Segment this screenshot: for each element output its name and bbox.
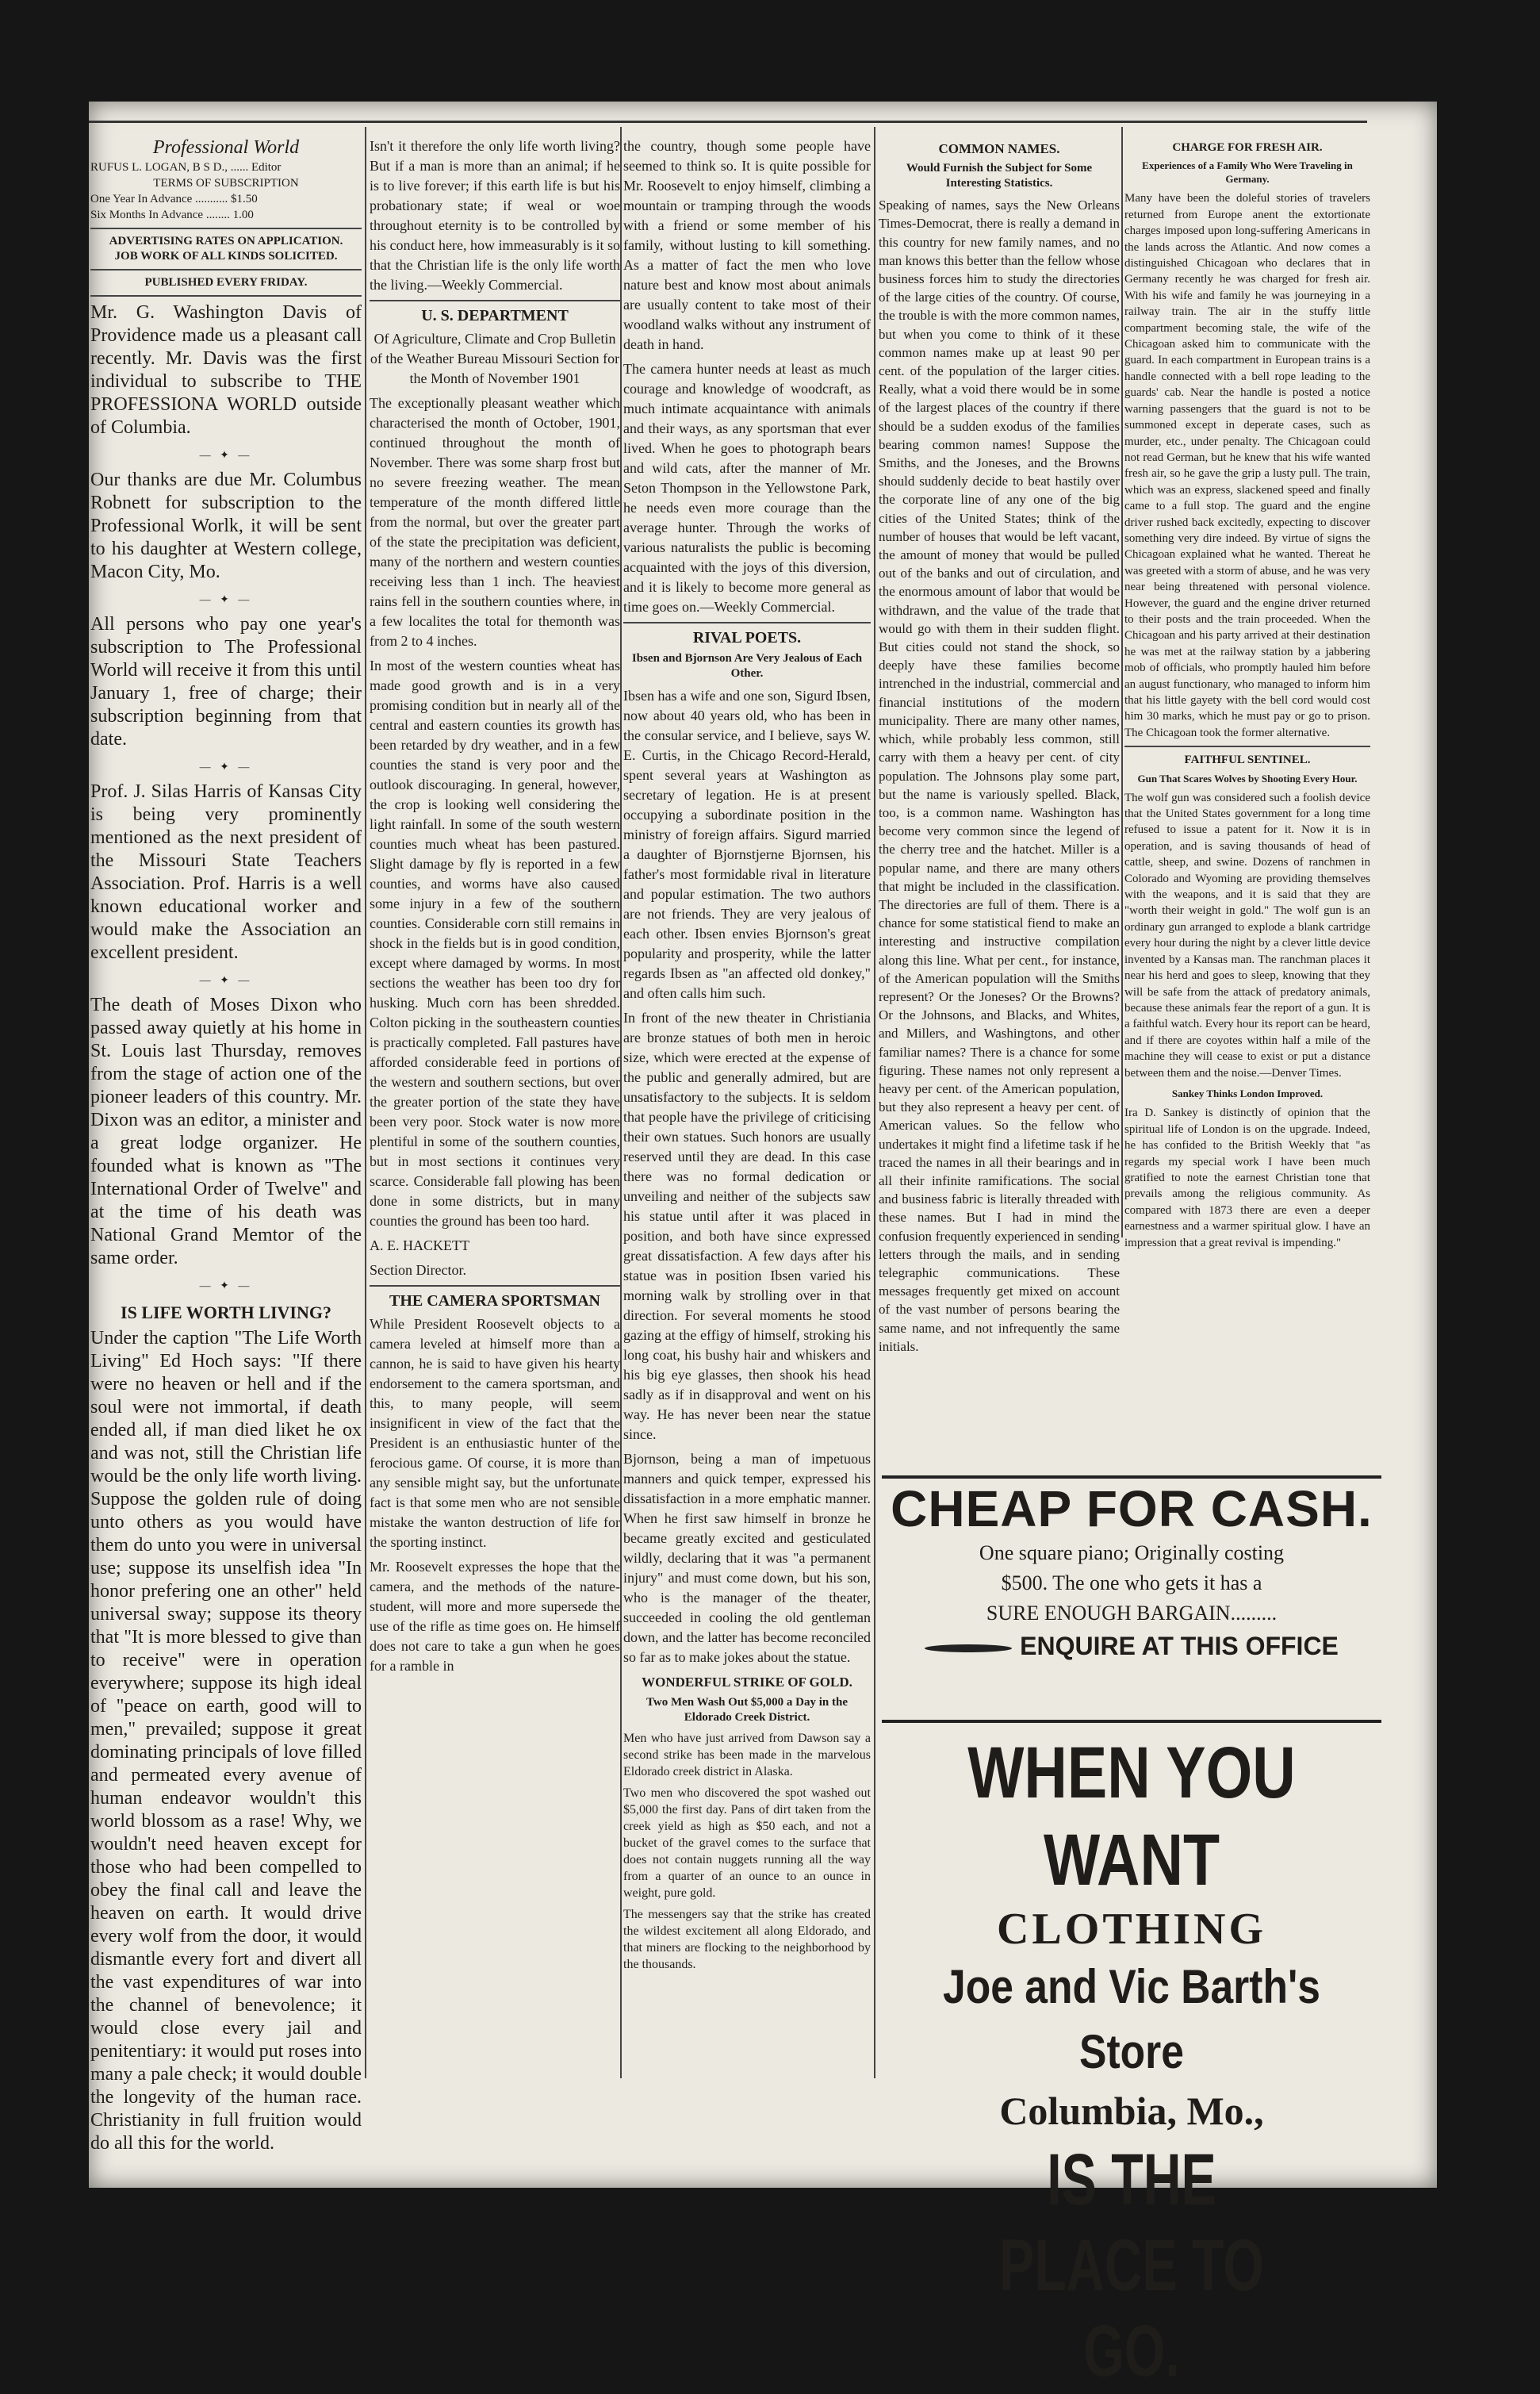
article-body-rival-poets-1: Ibsen has a wife and one son, Sigurd Ibsen, now about 40 years old, who has been in the consular service, and I believe, says W. E. Curtis, in the Chicago Record-Herald, spent several years at Washington as secretary of legation. He is at present occupying a subordinate position in the ministry of foreign affairs. Sigurd married a daughter of Bjornstjerne Bjornsen, his father's most formidable rival in literature and popular estimation. The two authors are not friends. They are very jealous of each other. Ibsen envies Bjornson's great popularity and prosperity, while the latter regards Ibsen as "an affected old donkey," and often calls him such. — [623, 688, 871, 1001]
divider — [90, 295, 362, 297]
column-4 — [879, 136, 1120, 1354]
published-notice: PUBLISHED EVERY FRIDAY. — [144, 276, 308, 289]
article-heading-us-department: U. S. DEPARTMENT — [421, 307, 569, 324]
signature-name: A. E. HACKETT — [370, 1237, 469, 1253]
separator-ornament: — ✦ — — [199, 450, 253, 462]
separator-ornament: — ✦ — — [199, 762, 253, 773]
article-heading-faithful-sentinel: FAITHFUL SENTINEL. — [1184, 754, 1311, 767]
signature-title: Section Director. — [370, 1262, 466, 1278]
article-heading-common-names: COMMON NAMES. — [938, 141, 1060, 156]
article-deck-us-department: Of Agriculture, Climate and Crop Bulletin of the Weather Bureau Missouri Section for the Month of November 1901 — [370, 331, 620, 386]
subscription-rate-six-months: Six Months In Advance ........ 1.00 — [90, 209, 254, 221]
article-body-gold-2: Two men who discovered the spot washed out $5,000 the first day. Pans of dirt taken from the creek yield as high as $50 each, and not a bucket of the gravel comes to the surface that does not contain nuggets running all the way from a quarter of an ounce to an ounce in weight, pure gold. — [623, 1786, 871, 1900]
divider — [90, 269, 362, 270]
article-body-sankey: Ira D. Sankey is distinctly of opinion that the spiritual life of London is on the upgrade. Indeed, he has confided to the British Weekly that "as regards my special work I have been much gratified to note the earnest Christian tone that prevails among the religious community. As compared with 1873 there are even a deeper earnestness and a warmer spiritual glow. I have an impression that a great revival is impending." — [1124, 1107, 1370, 1249]
article-body-camera-3: the country, though some people have seemed to think so. It is quite possible for Mr. Roosevelt to enjoy himself, climbing a mountain or tramping through the woods with a friend or some member of his family, without lusting to kill something. As a matter of fact the men who love nature best and know most about animals are usually content to take most of their woodland walks without any instrument of death in hand. — [623, 138, 871, 352]
ad-enquire-text: ENQUIRE AT THIS OFFICE — [1020, 1632, 1339, 1660]
advertisement-clothing — [882, 1729, 1381, 2392]
ad-headline: WHEN YOU WANT — [967, 1732, 1296, 1901]
ad-line: $500. The one who gets it has a — [1001, 1571, 1262, 1594]
separator-ornament: — ✦ — — [199, 594, 253, 606]
local-item-subscription: All persons who pay one year's subscription to The Professional World will receive it from this until January 1, free of charge; their subscription beginning from that date. — [90, 614, 362, 750]
ad-line: One square piano; Originally costing — [979, 1541, 1285, 1564]
local-item-harris: Prof. J. Silas Harris of Kansas City is being very prominently mentioned as the next president of the Missouri State Teachers Association. Prof. Harris is a well known educational worker and would make the Association an excellent president. — [90, 781, 362, 963]
column-5 — [1124, 136, 1370, 1249]
divider — [623, 622, 871, 623]
ad-line: CLOTHING — [996, 1905, 1267, 1954]
local-item-davis: Mr. G. Washington Davis of Providence made us a pleasant call recently. Mr. Davis was the first individual to subscribe to THE PROFESSIONA WORLD outside of Columbia. — [90, 302, 362, 438]
article-deck-rival-poets: Ibsen and Bjornson Are Very Jealous of Each Other. — [631, 652, 863, 680]
article-deck-common-names: Would Furnish the Subject for Some Interesting Statistics. — [906, 162, 1093, 190]
separator-ornament: — ✦ — — [199, 975, 253, 987]
ad-line: SURE ENOUGH BARGAIN......... — [986, 1602, 1278, 1625]
ad-border-middle — [882, 1720, 1381, 1723]
job-work-notice: JOB WORK OF ALL KINDS SOLICITED. — [114, 250, 338, 263]
column-divider — [874, 127, 875, 2078]
article-body-gold-1: Men who have just arrived from Dawson say a second strike has been made in the marvelous Eldorado creek district in Alaska. — [623, 1732, 871, 1778]
article-body-life-worth-living: Under the caption "The Life Worth Living" Ed Hoch says: "If there were no heaven or hell and if the soul were not immortal, if death ended all, if man died liket he ox and was not, still the Christian life would be the only life worth living. Suppose the golden rule of doing unto others as you would have them do unto you were in universal use; suppose its unselfish idea "In honor prefering one an other" held universal sway; suppose its theory that "It is more blessed to give than to receive" were in operation everywhere; suppose its high ideal of "peace on earth, good will to men," prevailed; suppose it great dominating principals of love filled and permeated every avenue of human endeavor wouldn't this world blossom as a rase! Why, we wouldn't need heaven except for those who had been compelled to obey the final call and leave the heaven on earth. It would drive every wolf from the door, it would dismantle every fort and divert all the vast expenditures of war into the channel of benevolence; it would close every jail and penitentiary: it would put roses into many a pale check; it would double the longevity of the human race. Christianity in full fruition would do all this for the world. — [90, 1328, 362, 2154]
article-body-faithful-sentinel: The wolf gun was considered such a foolish device that the United States government for a long time refused to issue a patent for it. Now it is in operation, and is saving thousands of head of cattle, sheep, and swine. Dozens of ranchmen in Colorado and Wyoming are providing themselves with the weapons, and it is said that they are "worth their weight in gold." The wolf gun is an ordinary gun arranged to explode a blank cartridge every hour during the night by a clever little device invented by a Kansas man. The ranchman places it near his herd and goes to sleep, knowing that they will be safe from the attack of predatory animals, because these animals fear the report of a gun. It is a faithful watch. Every hour its report can be heard, and if there are coyotes within half a mile of the machine they will cease to exist or put a distance between them and the noise.—Denver Times. — [1124, 791, 1370, 1080]
article-body-weather-1: The exceptionally pleasant weather which characterised the month of October, 1901, continued throughout the month of November. There was some sharp frost but no severe freezing weather. The mean temperature of the month differed little from the normal, but over the greater part of the state the precipitation was deficient, many of the northern and western counties receiving less than 1 inch. The heaviest rains fell in the southern counties where, in a few localites the total for themonth was from 2 to 4 inches. — [370, 395, 620, 649]
subscription-rate-year: One Year In Advance ........... $1.50 — [90, 193, 258, 205]
top-rule — [89, 121, 1367, 123]
masthead-title: Professional World — [152, 137, 300, 158]
ad-tagline: IS THE PLACE TO GO. — [999, 2139, 1264, 2392]
divider — [1124, 746, 1370, 747]
article-body-weather-2: In most of the western counties wheat has made good growth and is in a very promising condition but in nearly all of the central and eastern counties its growth has been retarded by dry weather, and in a few counties the stand is very poor and the outlook discouraging. In general, however, the crop is looking well considering the light rainfall. In some of the south western counties much wheat has been pastured. Slight damage by fly is reported in a few counties, and worms have also caused some injury in a few of the southern counties. Considerable corn still remains in shock in the fields but is in good condition, except where damaged by worms. In most sections the weather has been too dry for husking. Much corn has been shredded. Colton picking in the southeastern counties is practically completed. Fall pastures have afforded considerable feed in portions of the western and southern sections, but over the greater portion of the state they have been very poor. Stock water is now more plentiful in some of the southern counties, but in most sections it continues very scarce. Considerable fall plowing has been done in some districts, but in many counties the ground has been too hard. — [370, 658, 620, 1229]
divider — [370, 1285, 620, 1287]
advertising-rates-notice: ADVERTISING RATES ON APPLICATION. — [109, 235, 343, 247]
ad-store-name: Joe and Vic Barth's Store — [943, 1960, 1320, 2078]
subscription-terms-title: TERMS OF SUBSCRIPTION — [153, 177, 299, 190]
column-2 — [370, 136, 620, 2072]
article-body-gold-3: The messengers say that the strike has created the wildest excitement all along Eldorado, and that miners are flocking to the neighborhood by the thousands. — [623, 1908, 871, 1971]
article-heading-strike-of-gold: WONDERFUL STRIKE OF GOLD. — [642, 1675, 852, 1690]
article-heading-camera-sportsman: THE CAMERA SPORTSMAN — [389, 1292, 600, 1310]
ad-border-top — [882, 1475, 1381, 1479]
swash-ornament — [925, 1644, 1012, 1652]
column-divider — [365, 127, 366, 2078]
local-item-dixon: The death of Moses Dixon who passed away quietly at his home in St. Louis last Thursday, removes from the stage of action one of the pioneer leaders of this country. Mr. Dixon was an editor, a minister and a great lodge organizer. He founded what is known as "The International Order of Twelve" and at the time of his death was National Grand Memtor of the same order. — [90, 995, 362, 1268]
article-body-rival-poets-3: Bjornson, being a man of impetuous manners and quick temper, expressed his dissatisfaction in a more emphatic manner. When he first saw himself in bronze he became greatly excited and gesticulated wildly, declaring that it was "a permanent injury" and must come down, but his son, who is the manager of the theater, succeeded in cooling the old gentleman down, and the latter has become reconciled so far as to make jokes about the statue. — [623, 1451, 871, 1665]
masthead-editor: RUFUS L. LOGAN, B S D., ...... Editor — [90, 161, 282, 174]
column-1 — [90, 136, 362, 2154]
article-deck-faithful-sentinel: Gun That Scares Wolves by Shooting Every Hour. — [1137, 772, 1358, 785]
article-deck-fresh-air: Experiences of a Family Who Were Traveling in Germany. — [1142, 159, 1353, 186]
article-body-common-names: Speaking of names, says the New Orleans Times-Democrat, there is really a demand in this country for new family names, and no man knows this better than the fellow whose business forces him to study the directories of the large cities of the country. Of course, the trouble is with the more common names, but when you come to think of it these common names make up at least 90 per cent. of the population of the larger cities. Really, what a void there would be in some of the largest places of the country if there should be a sudden exodus of the families bearing common names! Suppose the Smiths, and the Joneses, and the Browns should suddenly decide to beat hastily over the corporate line of any one of the big cities of the United States; think of the number of houses that would be left vacant, the amount of money that would be pulled out of the banks and out of circulation, and the enormous amount of labor that would be withdrawn, and the value of the trade that would go with them in their sudden flight. But cities could not stand the shock, so deeply have these families become intrenched in the industrial, commercial and financial institutions of the modern municipality. There are many other names, which, while probably less common, still carry with them a heavy per cent. of city population. The Johnsons play some part, but the name is variously spelled. Black, too, is a common name. Washington has become very common since the legend of the cherry tree and the hatchet. Miller is a popular name, and there are many others that might be included in the classification. The directories are full of them. There is a chance for some statistical fiend to make an interesting and instructive compilation along this line. What per cent., for instance, of the American population will the Smiths represent? Or the Joneses? Or the Browns? Or the Johnsons, and Blacks, and Whites, and Millers, and Washingtons, and other familiar names? There is a chance for some figuring. These names not only represent a heavy per cent. of the American population, but they also represent a heavy per cent. of American values. So the fellow who undertakes it might find a lifetime task if he traced the names in all their bearings and in all their infinite ramifications. The social and business fabric is literally threaded with these names. But I had in mind the confusion frequently experienced in sending letters through the mails, and in sending telegraphic communications. These messages frequently get mixed on account of the vast number of persons bearing the same name, and not infrequently the same initials. — [879, 198, 1120, 1354]
local-item-robnett: Our thanks are due Mr. Columbus Robnett for subscription to the Professional Worlk, it will be sent to his daughter at Western college, Macon City, Mo. — [90, 470, 362, 582]
article-body-camera-4: The camera hunter needs at least as much courage and knowledge of woodcraft, as much intimate acquaintance with animals and their ways, as any sportsman that ever lived. When he goes to photograph bears and wild cats, after the manner of Mr. Seton Thompson in the Yellowstone Park, he needs even more courage than the average hunter. Through the works of various naturalists the public is becoming acquainted with the joys of this diversion, and it is likely to become more general as time goes on.—Weekly Commercial. — [623, 361, 871, 615]
article-body-camera-1: While President Roosevelt objects to a camera leveled at himself more than a cannon, he is said to have given his hearty endorsement to the camera sportsman, and this, to many people, will seem insignificent in view of the fact that the President is an enthusiastic hunter of the ferocious game. Of course, it is more than any sensible might say, but the unfortunate fact is that some men who are not sensible mistake the wanton destruction of life for the sporting instinct. — [370, 1316, 620, 1550]
column-divider — [1121, 127, 1123, 1237]
article-heading-fresh-air: CHARGE FOR FRESH AIR. — [1172, 141, 1323, 154]
article-body-rival-poets-2: In front of the new theater in Christiania are bronze statues of both men in heroic size, which were erected at the expense of the public and generally admired, but are unsatisfactory to the subjects. It is seldom that people have the privilege of criticising their own statues. Such honors are usually reserved until they are dead. In this case there was no formal dedication or unveiling and neither of the subjects saw his statue until after it was placed in position, and both have since expressed great dissatisfaction. A few days after his statue was in position Ibsen varied his morning walk by strolling over in that direction. For several moments he stood gazing at the effigy of himself, stroking his long coat, his bushy hair and whiskers and his big eye glasses, then shook his head sadly as if in disapproval and went on his way. He has never been near the statue since. — [623, 1010, 871, 1442]
divider — [90, 228, 362, 229]
column-3 — [623, 136, 871, 2072]
article-heading-sankey: Sankey Thinks London Improved. — [1171, 1087, 1324, 1099]
article-heading-life-worth-living: IS LIFE WORTH LIVING? — [121, 1303, 331, 1322]
article-deck-strike-of-gold: Two Men Wash Out $5,000 a Day in the Eldorado Creek District. — [645, 1696, 849, 1724]
article-body-camera-2: Mr. Roosevelt expresses the hope that the camera, and the methods of the nature-student, will more and more supersede the use of the rifle as time goes on. He himself does not care to take a gun when he goes for a ramble in — [370, 1559, 620, 1674]
ad-headline: CHEAP FOR CASH. — [891, 1480, 1373, 1537]
advertisement-cheap-for-cash — [882, 1479, 1381, 1717]
column-divider — [620, 127, 622, 2078]
divider — [370, 300, 620, 301]
ad-enquire-line — [882, 1632, 1381, 1661]
separator-ornament: — ✦ — — [199, 1280, 253, 1292]
article-body-life-worth-living-cont: Isn't it therefore the only life worth living? But if a man is more than an animal; if he is to live forever; if this earth life is but his probationary state; if weal or woe throughout eternity is to be controlled by his conduct here, how immeasurably is it so that the Christian life is the only life worth the living.—Weekly Commercial. — [370, 138, 620, 293]
article-heading-rival-poets: RIVAL POETS. — [692, 629, 802, 646]
ad-location: Columbia, Mo., — [999, 2089, 1264, 2133]
article-body-fresh-air: Many have been the doleful stories of travelers returned from Europe anent the extortionate charges imposed upon long-suffering Americans in the lands across the Atlantic. And now comes a distinguished Chicagoan who declares that in Germany recently he was charged for fresh air. With his wife and family he was journeying in a railway train. The air in the stuffy little compartment becoming stale, the wife of the Chicagoan asked him to communicate with the guard. In each compartment in European trains is a handle connected with a bell rope leading to the guards' cab. Near the handle is posted a notice warning passengers that the guard is not to be summoned except in deperate cases, such as murder, etc., under penalty. The Chicagoan could not read German, but he knew that his wife wanted fresh air, so he gave the grip a lusty pull. The train, which was an express, slackened speed and finally came to a full stop. The guard and the engine driver rushed back excitedly, expecting to discover something very dire indeed. By virtue of signs the Chicagoan explained what he wanted. Thereat he was greeted with a storm of abuse, and he was very near being threatened with personal violence. However, the guard and the engine driver returned to their posts and the train proceeded. When the Chicagoan and his party arrived at their destination he was met at the railway station by a jabbering mob of officials, who promptly hauled him before an august functionary, who managed to inform him that his little gayety with the bell cord would cost him 30 marks, which he must pay or go to prison. The Chicagoan took the former alternative. — [1124, 192, 1370, 739]
